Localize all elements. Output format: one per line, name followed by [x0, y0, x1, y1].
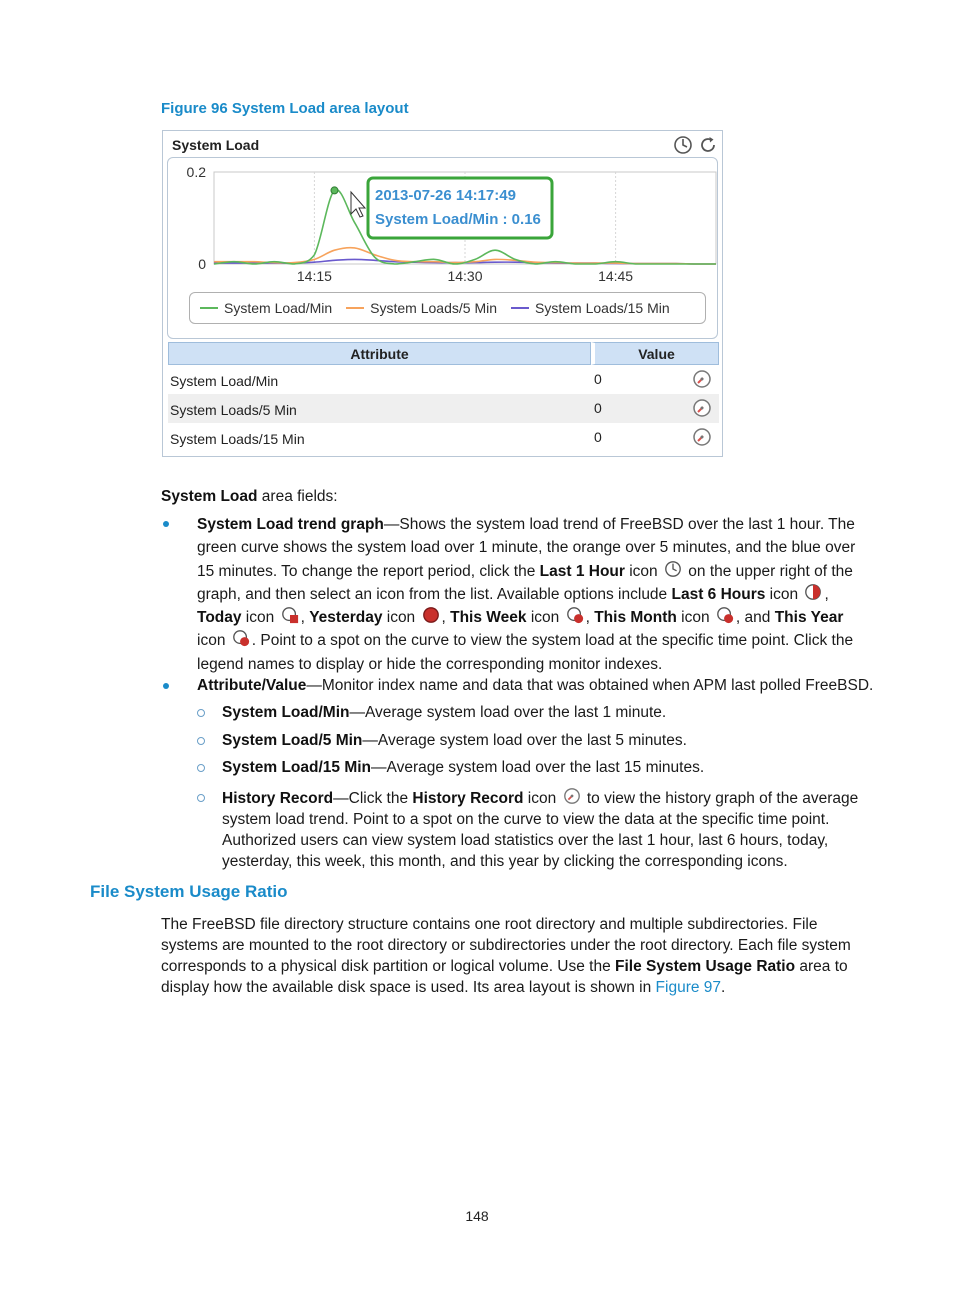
intro-line [161, 486, 881, 507]
row-value: 0 [594, 400, 602, 416]
b1-comma: , [824, 585, 829, 603]
tooltip-value: System Load/Min : 0.16 [375, 211, 541, 228]
legend-swatch-green [200, 307, 218, 309]
x-tick-label: 14:15 [296, 268, 332, 284]
legend-label: System Load/Min [224, 300, 333, 316]
b1-t8: icon [676, 609, 714, 627]
data-point-highlight [331, 187, 338, 194]
b1-t5: icon [241, 609, 279, 627]
last-1-hour-icon [664, 560, 682, 578]
b1-t10: icon [197, 632, 230, 650]
legend-label: System Loads/5 Min [370, 300, 498, 316]
b1-last1h: Last 1 Hour [539, 562, 625, 580]
header-attribute: Attribute [168, 342, 591, 365]
b2-rest: —Monitor index name and data that was obtained when APM last polled FreeBSD. [306, 677, 874, 694]
bullet-trend-graph [197, 513, 875, 676]
s3-bold: System Load/15 Min [222, 759, 372, 776]
row-value: 0 [594, 429, 602, 445]
b1-t6: icon [382, 609, 420, 627]
s4-t1: —Click the [333, 790, 413, 807]
legend-item-load-15min[interactable] [511, 300, 670, 316]
b1-year: This Year [774, 609, 844, 627]
b1-t2: icon [624, 562, 662, 580]
b1-t9: , and [735, 609, 775, 627]
intro-rest: area fields: [257, 488, 338, 505]
sub-bullet-marker [197, 764, 205, 772]
bullet-attribute-value [197, 675, 887, 696]
s3-rest: —Average system load over the last 15 minutes. [371, 759, 705, 776]
sub-bullet-marker [197, 737, 205, 745]
yesterday-icon [422, 606, 440, 624]
x-tick-label: 14:30 [447, 268, 483, 284]
figure-caption: Figure 96 System Load area layout [161, 100, 409, 117]
fs-bold: File System Usage Ratio [615, 958, 796, 975]
s1-rest: —Average system load over the last 1 minute. [349, 704, 667, 721]
bullet-marker [163, 683, 169, 689]
row-attribute: System Loads/15 Min [170, 431, 305, 447]
last-6-hours-icon [804, 583, 822, 601]
attribute-table [168, 342, 719, 452]
clock-icon[interactable] [673, 135, 693, 155]
b1-last6h: Last 6 Hours [671, 585, 766, 603]
table-row [168, 423, 719, 452]
s4-t3: to view the history graph of the average system load trend. Point to a spot on the curve to view the data at the specific time point. Authorized users can view system load statistics over the last 1 hour, last 6 hours, today, yesterday, this week, this month, and this year by clicking the corresponding icons. [222, 790, 859, 870]
fs-t3: . [721, 979, 726, 996]
history-record-icon[interactable] [692, 427, 712, 447]
bullet-marker [163, 521, 169, 527]
legend-swatch-blue [511, 307, 529, 309]
y-tick-label: 0.2 [186, 164, 206, 180]
b1-today: Today [197, 609, 242, 627]
sub-bullet-load-15min [222, 757, 872, 778]
figure-97-link[interactable]: Figure 97 [655, 979, 722, 996]
header-value: Value [591, 342, 719, 365]
section-heading: File System Usage Ratio [90, 882, 288, 901]
b1-t7: icon [526, 609, 564, 627]
b2-bold: Attribute/Value [197, 677, 307, 694]
s2-rest: —Average system load over the last 5 minutes. [362, 732, 687, 749]
this-week-icon [566, 606, 584, 624]
sub-bullet-marker [197, 794, 205, 802]
b1-t11: . Point to a spot on the curve to view the system load at the specific time point. Click the legend names to display or hide the corresponding monitor indexes. [197, 632, 854, 673]
today-icon [281, 606, 299, 624]
tooltip-time: 2013-07-26 14:17:49 [375, 187, 516, 204]
b1-yesterday: Yesterday [309, 609, 383, 627]
chart-legend [189, 292, 706, 324]
row-value-cell [591, 394, 719, 423]
widget-title: System Load [172, 137, 260, 153]
legend-item-load-min[interactable] [200, 300, 332, 316]
refresh-icon[interactable] [698, 135, 718, 155]
this-month-icon [716, 606, 734, 624]
intro-bold: System Load [161, 488, 258, 505]
row-value: 0 [594, 371, 602, 387]
x-tick-label: 14:45 [598, 268, 634, 284]
s4-bold: History Record [222, 790, 334, 807]
b1-comma: , [585, 609, 595, 627]
row-value-cell [591, 423, 719, 452]
b1-t3: on the upper right of the graph, and then select an icon from the list. Available options include [197, 562, 853, 603]
b1-t1: —Shows the system load trend of FreeBSD over the last 1 hour. The green curve shows the system load over 1 minute, the orange over 5 minutes, and the blue over 15 minutes. To change the report period, click the [197, 516, 856, 580]
y-tick-label: 0 [198, 256, 206, 272]
b1-comma: , [300, 609, 310, 627]
b1-bold: System Load trend graph [197, 516, 384, 533]
row-value-cell [591, 365, 719, 394]
system-load-widget [162, 130, 723, 457]
legend-item-load-5min[interactable] [346, 300, 497, 316]
row-attribute: System Load/Min [170, 373, 279, 389]
s2-bold: System Load/5 Min [222, 732, 363, 749]
table-row [168, 365, 719, 394]
sub-bullet-marker [197, 709, 205, 717]
legend-swatch-orange [346, 307, 364, 309]
s1-bold: System Load/Min [222, 704, 350, 721]
history-record-icon[interactable] [692, 398, 712, 418]
sub-bullet-history-record [222, 787, 870, 872]
b1-comma: , [441, 609, 451, 627]
fs-t2: area to display how the available disk space is used. Its area layout is shown in [161, 958, 848, 996]
history-record-icon[interactable] [692, 369, 712, 389]
legend-label: System Loads/15 Min [535, 300, 670, 316]
table-row [168, 394, 719, 423]
history-record-icon [563, 787, 581, 805]
sub-bullet-load-min [222, 702, 872, 723]
this-year-icon [232, 629, 250, 647]
b1-month: This Month [594, 609, 677, 627]
chart-area [167, 157, 718, 339]
sub-bullet-load-5min [222, 730, 872, 751]
s4-bold2: History Record [412, 790, 524, 807]
file-system-paragraph [161, 914, 873, 998]
row-attribute: System Loads/5 Min [168, 394, 591, 423]
b1-week: This Week [450, 609, 527, 627]
cursor-icon [351, 192, 365, 217]
b1-t4: icon [765, 585, 803, 603]
s4-t2: icon [523, 790, 561, 807]
fs-t1: The FreeBSD file directory structure contains one root directory and multiple subdirectories. File systems are mounted to the root directory or subdirectories under the root directory. Each file system corresponds to a physical disk partition or logical volume. Use the [161, 916, 851, 975]
page-number: 148 [465, 1208, 489, 1224]
series-line-1 [214, 248, 716, 264]
